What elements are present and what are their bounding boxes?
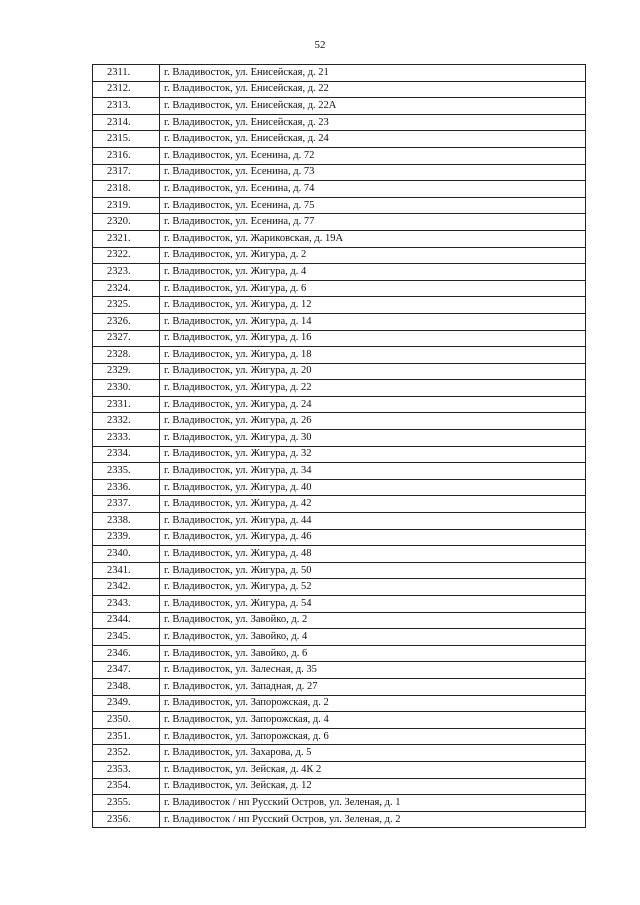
row-number-cell: 2355. [93, 795, 160, 812]
address-cell: г. Владивосток, ул. Есенина, д. 73 [160, 164, 586, 181]
row-number-cell: 2327. [93, 330, 160, 347]
table-row [93, 214, 586, 231]
row-number-cell: 2330. [93, 380, 160, 397]
table-row [93, 98, 586, 115]
row-number-cell: 2325. [93, 297, 160, 314]
row-number-cell: 2351. [93, 728, 160, 745]
table-row [93, 313, 586, 330]
address-cell: г. Владивосток, ул. Жигура, д. 34 [160, 463, 586, 480]
table-row [93, 811, 586, 828]
address-cell: г. Владивосток, ул. Жариковская, д. 19А [160, 230, 586, 247]
row-number-cell: 2321. [93, 230, 160, 247]
table-row [93, 778, 586, 795]
table-row [93, 678, 586, 695]
row-number-cell: 2337. [93, 496, 160, 513]
table-row [93, 662, 586, 679]
row-number-cell: 2324. [93, 280, 160, 297]
row-number-cell: 2346. [93, 645, 160, 662]
row-number-cell: 2352. [93, 745, 160, 762]
table-row [93, 612, 586, 629]
address-cell: г. Владивосток, ул. Енисейская, д. 24 [160, 131, 586, 148]
table-row [93, 430, 586, 447]
row-number-cell: 2334. [93, 446, 160, 463]
table-row [93, 695, 586, 712]
row-number-cell: 2318. [93, 181, 160, 198]
row-number-cell: 2311. [93, 65, 160, 82]
row-number-cell: 2339. [93, 529, 160, 546]
address-cell: г. Владивосток, ул. Жигура, д. 46 [160, 529, 586, 546]
table-row [93, 413, 586, 430]
row-number-cell: 2329. [93, 363, 160, 380]
address-cell: г. Владивосток, ул. Завойко, д. 4 [160, 629, 586, 646]
row-number-cell: 2328. [93, 347, 160, 364]
address-cell: г. Владивосток, ул. Жигура, д. 12 [160, 297, 586, 314]
row-number-cell: 2340. [93, 546, 160, 563]
row-number-cell: 2312. [93, 81, 160, 98]
row-number-cell: 2332. [93, 413, 160, 430]
table-row [93, 230, 586, 247]
row-number-cell: 2331. [93, 396, 160, 413]
table-row [93, 546, 586, 563]
row-number-cell: 2335. [93, 463, 160, 480]
row-number-cell: 2350. [93, 712, 160, 729]
address-cell: г. Владивосток, ул. Енисейская, д. 23 [160, 114, 586, 131]
row-number-cell: 2344. [93, 612, 160, 629]
address-cell: г. Владивосток, ул. Запорожская, д. 6 [160, 728, 586, 745]
table-row [93, 380, 586, 397]
table-row [93, 596, 586, 613]
row-number-cell: 2320. [93, 214, 160, 231]
address-cell: г. Владивосток, ул. Жигура, д. 54 [160, 596, 586, 613]
table-row [93, 629, 586, 646]
table-row [93, 297, 586, 314]
address-cell: г. Владивосток, ул. Жигура, д. 48 [160, 546, 586, 563]
address-cell: г. Владивосток, ул. Жигура, д. 2 [160, 247, 586, 264]
address-cell: г. Владивосток / нп Русский Остров, ул. Зеленая, д. 2 [160, 811, 586, 828]
row-number-cell: 2353. [93, 761, 160, 778]
address-cell: г. Владивосток, ул. Залесная, д. 35 [160, 662, 586, 679]
row-number-cell: 2349. [93, 695, 160, 712]
table-row [93, 728, 586, 745]
table-row [93, 761, 586, 778]
table-row [93, 147, 586, 164]
address-table-body [93, 65, 586, 828]
table-row [93, 264, 586, 281]
table-row [93, 562, 586, 579]
row-number-cell: 2322. [93, 247, 160, 264]
table-row [93, 181, 586, 198]
address-cell: г. Владивосток, ул. Есенина, д. 74 [160, 181, 586, 198]
row-number-cell: 2338. [93, 513, 160, 530]
address-cell: г. Владивосток / нп Русский Остров, ул. Зеленая, д. 1 [160, 795, 586, 812]
row-number-cell: 2326. [93, 313, 160, 330]
row-number-cell: 2347. [93, 662, 160, 679]
row-number-cell: 2319. [93, 197, 160, 214]
table-row [93, 247, 586, 264]
row-number-cell: 2313. [93, 98, 160, 115]
address-cell: г. Владивосток, ул. Завойко, д. 6 [160, 645, 586, 662]
table-row [93, 347, 586, 364]
row-number-cell: 2356. [93, 811, 160, 828]
row-number-cell: 2341. [93, 562, 160, 579]
table-row [93, 479, 586, 496]
table-row [93, 164, 586, 181]
table-row [93, 330, 586, 347]
row-number-cell: 2314. [93, 114, 160, 131]
page-number: 52 [314, 39, 326, 51]
address-cell: г. Владивосток, ул. Енисейская, д. 22А [160, 98, 586, 115]
address-cell: г. Владивосток, ул. Есенина, д. 77 [160, 214, 586, 231]
address-cell: г. Владивосток, ул. Жигура, д. 16 [160, 330, 586, 347]
address-cell: г. Владивосток, ул. Жигура, д. 4 [160, 264, 586, 281]
address-cell: г. Владивосток, ул. Жигура, д. 30 [160, 430, 586, 447]
address-cell: г. Владивосток, ул. Жигура, д. 26 [160, 413, 586, 430]
address-cell: г. Владивосток, ул. Енисейская, д. 22 [160, 81, 586, 98]
row-number-cell: 2317. [93, 164, 160, 181]
address-cell: г. Владивосток, ул. Жигура, д. 52 [160, 579, 586, 596]
address-cell: г. Владивосток, ул. Жигура, д. 50 [160, 562, 586, 579]
address-cell: г. Владивосток, ул. Жигура, д. 44 [160, 513, 586, 530]
address-cell: г. Владивосток, ул. Захарова, д. 5 [160, 745, 586, 762]
row-number-cell: 2316. [93, 147, 160, 164]
address-cell: г. Владивосток, ул. Жигура, д. 42 [160, 496, 586, 513]
table-row [93, 197, 586, 214]
table-row [93, 712, 586, 729]
row-number-cell: 2348. [93, 678, 160, 695]
table-row [93, 446, 586, 463]
table-row [93, 65, 586, 82]
address-cell: г. Владивосток, ул. Завойко, д. 2 [160, 612, 586, 629]
table-row [93, 131, 586, 148]
row-number-cell: 2354. [93, 778, 160, 795]
row-number-cell: 2336. [93, 479, 160, 496]
row-number-cell: 2342. [93, 579, 160, 596]
address-cell: г. Владивосток, ул. Есенина, д. 75 [160, 197, 586, 214]
address-cell: г. Владивосток, ул. Жигура, д. 6 [160, 280, 586, 297]
address-cell: г. Владивосток, ул. Жигура, д. 22 [160, 380, 586, 397]
address-cell: г. Владивосток, ул. Жигура, д. 24 [160, 396, 586, 413]
address-cell: г. Владивосток, ул. Жигура, д. 20 [160, 363, 586, 380]
address-cell: г. Владивосток, ул. Запорожская, д. 4 [160, 712, 586, 729]
row-number-cell: 2315. [93, 131, 160, 148]
row-number-cell: 2343. [93, 596, 160, 613]
table-row [93, 280, 586, 297]
table-row [93, 795, 586, 812]
address-cell: г. Владивосток, ул. Есенина, д. 72 [160, 147, 586, 164]
address-cell: г. Владивосток, ул. Жигура, д. 40 [160, 479, 586, 496]
table-row [93, 463, 586, 480]
table-row [93, 114, 586, 131]
address-cell: г. Владивосток, ул. Зейская, д. 4К 2 [160, 761, 586, 778]
table-row [93, 496, 586, 513]
address-cell: г. Владивосток, ул. Енисейская, д. 21 [160, 65, 586, 82]
table-row [93, 81, 586, 98]
address-cell: г. Владивосток, ул. Жигура, д. 14 [160, 313, 586, 330]
table-row [93, 513, 586, 530]
address-cell: г. Владивосток, ул. Зейская, д. 12 [160, 778, 586, 795]
table-row [93, 579, 586, 596]
address-cell: г. Владивосток, ул. Жигура, д. 18 [160, 347, 586, 364]
table-row [93, 645, 586, 662]
row-number-cell: 2323. [93, 264, 160, 281]
table-row [93, 529, 586, 546]
table-row [93, 745, 586, 762]
row-number-cell: 2333. [93, 430, 160, 447]
address-cell: г. Владивосток, ул. Запорожская, д. 2 [160, 695, 586, 712]
table-row [93, 363, 586, 380]
address-cell: г. Владивосток, ул. Жигура, д. 32 [160, 446, 586, 463]
table-row [93, 396, 586, 413]
address-table [92, 64, 586, 828]
address-cell: г. Владивосток, ул. Западная, д. 27 [160, 678, 586, 695]
row-number-cell: 2345. [93, 629, 160, 646]
